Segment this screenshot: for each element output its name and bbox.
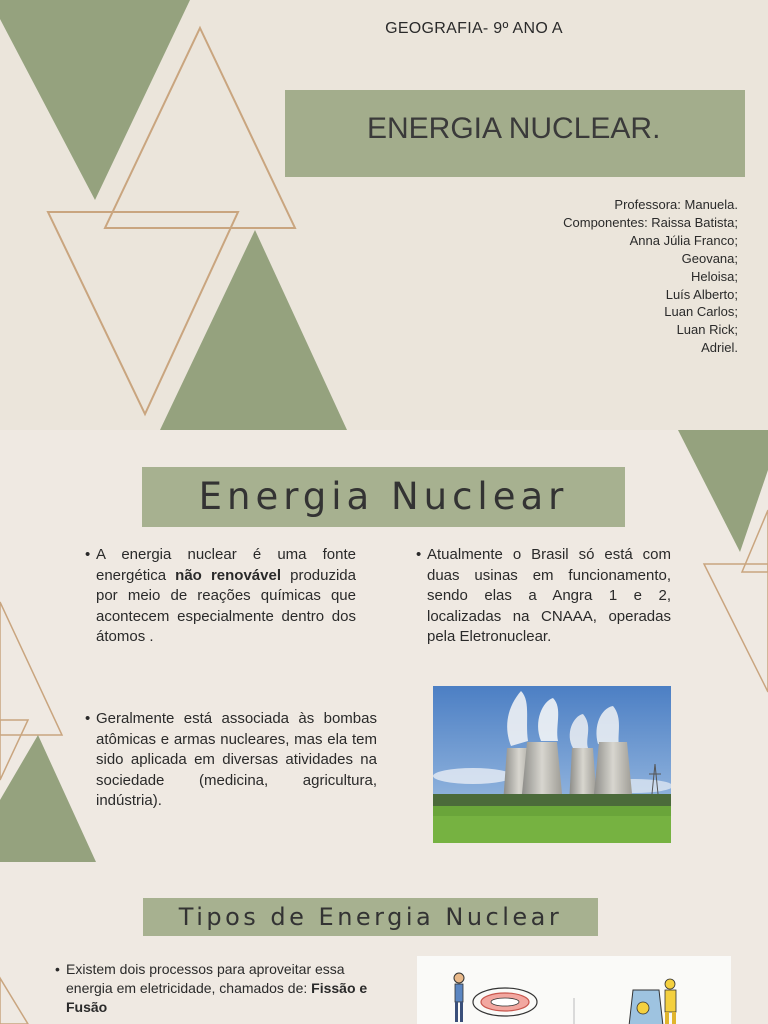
fusion-person-icon [454,973,464,1022]
emphasis-text: não renovável [175,566,281,584]
bullet-dot: • [416,546,422,563]
credit-line: Luan Carlos; [664,304,738,320]
triangle-outline-bottom-left [0,978,28,1024]
text-span: Geralmente está associada às bombas atômicas e armas nucleares, mas ela tem sido aplicada em diversas atividades na sociedade (medicina, agricultura, indústria). [96,710,377,809]
credit-line: Adriel. [701,340,738,356]
presentation-title: ENERGIA NUCLEAR. [367,112,661,145]
bullet-dot: • [85,546,91,563]
subsection-heading: Tipos de Energia Nuclear [178,903,563,931]
title-banner [285,90,745,177]
section-heading-box [142,467,625,527]
credit-line: Luís Alberto; [665,286,738,302]
triangle-outline-right [704,564,768,692]
credit-line: Anna Júlia Franco; [629,232,738,248]
fusion-reactor-icon [473,988,537,1016]
paragraph-definition [85,545,356,648]
cover-slide [0,0,768,430]
credits-list [563,196,738,357]
course-label: GEOGRAFIA- 9º ANO A [385,20,563,37]
credit-line: Geovana; [681,250,738,266]
text-span: Existem dois processos para aproveitar essa energia em eletricidade, chamados de: [66,961,345,996]
text-span: produzida por meio de reações químicas que acontecem especialmente dentro dos átomos . [96,566,356,645]
paragraph-applications [85,709,377,812]
credit-line: Professora: Manuela. [614,197,738,212]
credit-line: Componentes: Raissa Batista; [563,214,738,230]
paragraph-processes [55,960,384,1017]
bullet-dot: • [85,710,91,727]
section-heading: Energia Nuclear [198,475,569,518]
cooling-towers-photo [433,686,671,843]
credit-line: Heloisa; [691,268,738,284]
emphasis-text: Fissão e Fusão [66,980,368,1015]
content-slide [0,430,768,1024]
paragraph-brazil-plants [416,545,671,648]
triangle-outline-left [0,602,62,735]
text-span: Atualmente o Brasil só está com duas usinas em funcionamento, sendo elas a Angra 1 e 2, localizadas na CNAAA, operadas pela Eletronuclear. [427,546,671,645]
triangle-bottom-left [0,735,96,862]
text-span: A energia nuclear é uma fonte energética [96,546,356,584]
triangle-bottom-center [160,230,347,430]
triangle-top-right [678,430,768,552]
fission-fusion-illustration [417,956,731,1024]
fission-plant-icon [629,979,676,1024]
credit-line: Luan Rick; [676,322,738,338]
subsection-heading-box [143,898,598,936]
bullet-dot: • [55,961,60,977]
